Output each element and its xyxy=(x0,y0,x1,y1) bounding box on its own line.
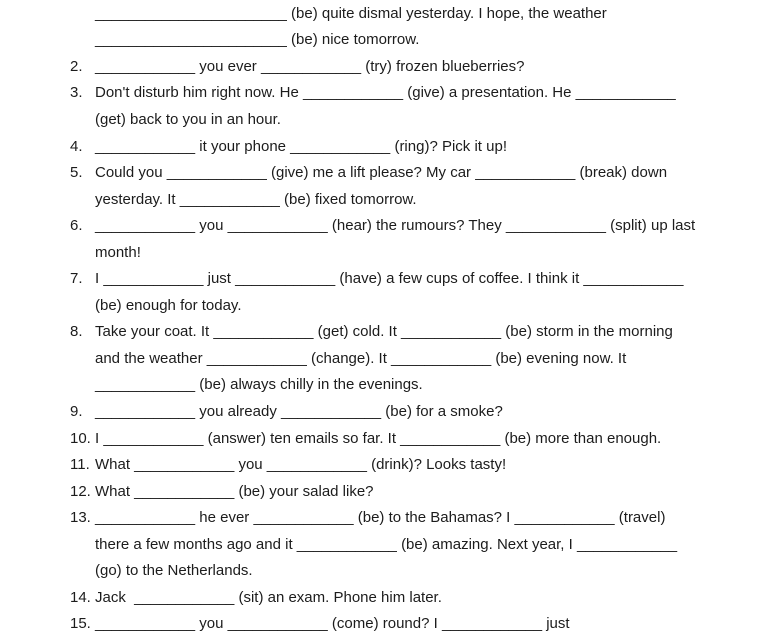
worksheet-line xyxy=(70,584,766,611)
item-number: 8. xyxy=(70,323,83,341)
worksheet-line xyxy=(70,531,766,558)
worksheet-line xyxy=(70,27,766,54)
item-number: 13. xyxy=(70,509,91,527)
line-text: ____________ you ____________ (come) round? I ____________ just xyxy=(95,615,570,633)
item-number: 7. xyxy=(70,270,83,288)
line-text: ____________ he ever ____________ (be) to the Bahamas? I ____________ (travel) xyxy=(95,509,666,527)
item-number: 9. xyxy=(70,402,83,420)
line-text: Could you ____________ (give) me a lift please? My car ____________ (break) down xyxy=(95,164,668,182)
line-text: I ____________ just ____________ (have) a few cups of coffee. I think it ____________ xyxy=(95,270,684,288)
line-text: (get) back to you in an hour. xyxy=(95,110,281,128)
line-text: Jack ____________ (sit) an exam. Phone him later. xyxy=(95,588,442,606)
worksheet-line xyxy=(70,80,766,107)
item-number: 3. xyxy=(70,84,83,102)
worksheet-line xyxy=(70,159,766,186)
worksheet-line xyxy=(70,478,766,505)
item-number: 10. xyxy=(70,429,91,447)
line-text: there a few months ago and it ____________ (be) amazing. Next year, I ____________ xyxy=(95,535,678,553)
line-text: ____________ (be) always chilly in the evenings. xyxy=(95,376,423,394)
worksheet-line xyxy=(70,319,766,346)
worksheet-line xyxy=(70,265,766,292)
line-text: ____________ you already ____________ (be) for a smoke? xyxy=(95,402,503,420)
line-text: ____________ you ____________ (hear) the rumours? They ____________ (split) up last xyxy=(95,217,696,235)
worksheet-line xyxy=(70,133,766,160)
line-text: I ____________ (answer) ten emails so far. It ____________ (be) more than enough. xyxy=(95,429,662,447)
worksheet-line xyxy=(70,239,766,266)
line-text: and the weather ____________ (change). It ____________ (be) evening now. It xyxy=(95,349,627,367)
worksheet-line xyxy=(70,53,766,80)
worksheet-line xyxy=(70,425,766,452)
line-text: _______________________ (be) quite dismal yesterday. I hope, the weather xyxy=(95,4,607,22)
item-number: 5. xyxy=(70,164,83,182)
line-text: ____________ it your phone ____________ (ring)? Pick it up! xyxy=(95,137,507,155)
line-text: Take your coat. It ____________ (get) cold. It ____________ (be) storm in the morning xyxy=(95,323,673,341)
line-text: yesterday. It ____________ (be) fixed tomorrow. xyxy=(95,190,417,208)
item-number: 4. xyxy=(70,137,83,155)
line-text: ____________ you ever ____________ (try) frozen blueberries? xyxy=(95,57,525,75)
line-text: Don't disturb him right now. He ____________ (give) a presentation. He ____________ xyxy=(95,84,676,102)
worksheet-line xyxy=(70,557,766,584)
item-number: 2. xyxy=(70,57,83,75)
worksheet-line xyxy=(70,106,766,133)
item-number: 14. xyxy=(70,588,91,606)
item-number: 15. xyxy=(70,615,91,633)
worksheet-line xyxy=(70,372,766,399)
worksheet-line xyxy=(70,611,766,637)
worksheet-line xyxy=(70,398,766,425)
worksheet-line xyxy=(70,504,766,531)
worksheet-line xyxy=(70,345,766,372)
line-text: (go) to the Netherlands. xyxy=(95,562,253,580)
line-text: (be) enough for today. xyxy=(95,296,242,314)
item-number: 11. xyxy=(70,456,90,474)
worksheet-line xyxy=(70,0,766,27)
item-number: 12. xyxy=(70,482,91,500)
line-text: What ____________ you ____________ (drink)? Looks tasty! xyxy=(95,456,507,474)
line-text: What ____________ (be) your salad like? xyxy=(95,482,374,500)
worksheet-line xyxy=(70,451,766,478)
worksheet-line xyxy=(70,186,766,213)
item-number: 6. xyxy=(70,217,83,235)
line-text: _______________________ (be) nice tomorrow. xyxy=(95,31,420,49)
line-text: month! xyxy=(95,243,141,261)
worksheet-line xyxy=(70,212,766,239)
worksheet-line xyxy=(70,292,766,319)
